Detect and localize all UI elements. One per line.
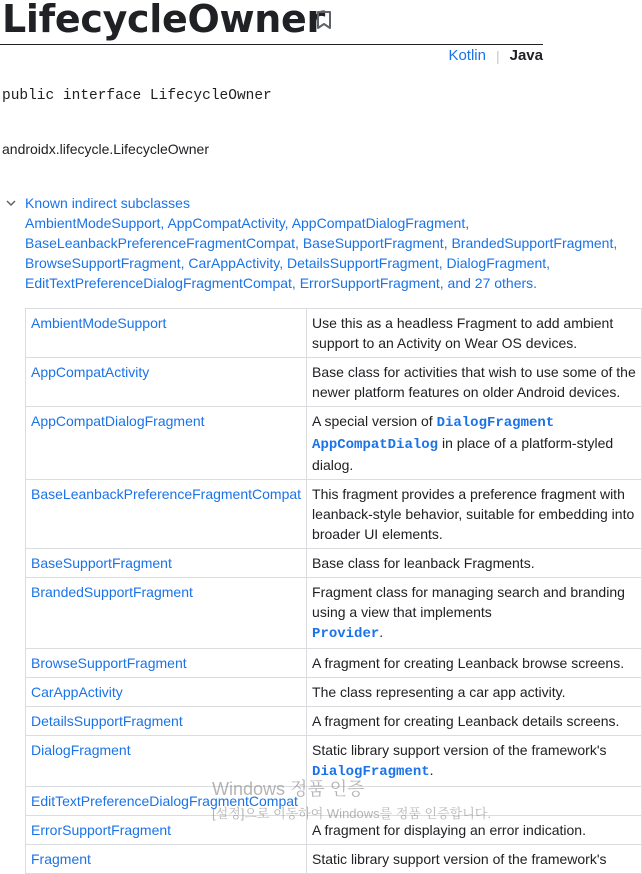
subclass-link[interactable]: DetailsSupportFragment: [286, 255, 439, 271]
table-row: [26, 736, 642, 787]
more-subclasses-link[interactable]: and 27 others.: [447, 275, 538, 291]
class-name-cell: [26, 480, 307, 549]
class-link[interactable]: Fragment: [31, 851, 91, 867]
table-row: [26, 358, 642, 407]
class-link[interactable]: DetailsSupportFragment: [31, 713, 183, 729]
class-link[interactable]: BaseLeanbackPreferenceFragmentCompat: [31, 486, 302, 502]
table-row: [26, 707, 642, 736]
class-description-cell: [307, 480, 642, 549]
class-description-cell: [307, 578, 642, 649]
subclass-link[interactable]: EditTextPreferenceDialogFragmentCompat: [25, 275, 292, 291]
description-line: This fragment provides a preference fragment with: [312, 486, 625, 502]
class-name-cell: [26, 407, 307, 480]
description-line: newer platform features on older Android devices.: [312, 384, 621, 400]
description-line: Static library support version of the framework's: [312, 851, 607, 867]
table-row: [26, 816, 642, 845]
subclass-link[interactable]: ErrorSupportFragment: [299, 275, 440, 291]
class-description-cell: [307, 787, 642, 816]
bookmark-icon[interactable]: [315, 10, 333, 30]
class-description-cell: [307, 816, 642, 845]
description-line: using a view that implements: [312, 604, 492, 620]
code-link[interactable]: DialogFragment: [312, 764, 430, 780]
subclass-line-2: BaseLeanbackPreferenceFragmentCompat, BaseSupportFragment, BrandedSupportFragment,: [25, 235, 618, 251]
subclass-line-4: EditTextPreferenceDialogFragmentCompat, ErrorSupportFragment, and 27 others.: [25, 275, 538, 291]
class-link[interactable]: EditTextPreferenceDialogFragmentCompat: [31, 793, 298, 809]
class-name-cell: [26, 707, 307, 736]
description-line: Static library support version of the framework's: [312, 742, 607, 758]
class-link[interactable]: AmbientModeSupport: [31, 315, 167, 331]
class-name-cell: [26, 358, 307, 407]
subclasses-toggle[interactable]: [5, 193, 577, 213]
class-link[interactable]: DialogFragment: [31, 742, 131, 758]
description-line: support to an Activity on Wear OS devices.: [312, 335, 578, 351]
kotlin-tab[interactable]: Kotlin: [448, 47, 486, 64]
class-description-cell: [307, 549, 642, 578]
code-link[interactable]: AppCompatDialog: [312, 437, 439, 453]
table-row: [26, 309, 642, 358]
table-row: [26, 787, 642, 816]
subclass-link[interactable]: AmbientModeSupport: [25, 215, 161, 231]
class-description-cell: [307, 736, 642, 787]
class-name-cell: [26, 845, 307, 874]
class-description-cell: [307, 649, 642, 678]
class-link[interactable]: CarAppActivity: [31, 684, 123, 700]
class-description-cell: [307, 407, 642, 480]
class-description-cell: [307, 707, 642, 736]
subclass-link[interactable]: AppCompatActivity: [167, 215, 285, 231]
language-switcher: [448, 47, 543, 64]
class-description-cell: [307, 358, 642, 407]
subclass-link[interactable]: DialogFragment: [446, 255, 547, 271]
description-line: Base class for activities that wish to use some of the: [312, 364, 636, 380]
subclass-link[interactable]: BaseSupportFragment: [302, 235, 444, 251]
interface-signature: public interface LifecycleOwner: [2, 88, 272, 104]
class-link[interactable]: BrandedSupportFragment: [31, 584, 193, 600]
page-title: LifecycleOwner: [2, 0, 325, 41]
table-row: [26, 678, 642, 707]
watermark-subtitle: [설정]으로 이동하여 Windows를 정품 인증합니다.: [212, 806, 491, 821]
description-line: Fragment class for managing search and branding: [312, 584, 625, 600]
code-link[interactable]: Provider: [312, 626, 380, 642]
subclass-link[interactable]: BrandedSupportFragment: [451, 235, 614, 251]
class-name-cell: [26, 736, 307, 787]
class-name-cell: [26, 549, 307, 578]
class-description-cell: [307, 845, 642, 874]
subclass-link[interactable]: BrowseSupportFragment: [25, 255, 181, 271]
known-subclasses-section: [5, 193, 618, 293]
description-line: broader UI elements.: [312, 526, 443, 542]
table-row: [26, 549, 642, 578]
class-link[interactable]: ErrorSupportFragment: [31, 822, 172, 838]
class-link[interactable]: BrowseSupportFragment: [31, 655, 187, 671]
table-row: [26, 480, 642, 549]
language-separator: |: [495, 47, 500, 64]
description-text: A special version of: [312, 413, 437, 429]
subclass-line-3: BrowseSupportFragment, CarAppActivity, DetailsSupportFragment, DialogFragment,: [25, 255, 551, 271]
class-description-cell: [307, 309, 642, 358]
description-line: leanback-style behavior, suitable for embedding into: [312, 506, 635, 522]
description-line: A fragment for displaying an error indication.: [312, 822, 586, 838]
description-text: in place of a platform-styled: [438, 435, 614, 451]
class-name-cell: [26, 649, 307, 678]
subclasses-toggle-label: Known indirect subclasses: [25, 195, 190, 211]
class-link[interactable]: AppCompatDialogFragment: [31, 413, 205, 429]
class-name-cell: [26, 309, 307, 358]
description-line: A fragment for creating Leanback browse screens.: [312, 655, 625, 671]
table-row: [26, 578, 642, 649]
description-text: dialog.: [312, 457, 354, 473]
table-row: [26, 845, 642, 874]
subclass-line-1: AmbientModeSupport, AppCompatActivity, AppCompatDialogFragment,: [25, 215, 470, 231]
subclass-link[interactable]: BaseLeanbackPreferenceFragmentCompat: [25, 235, 296, 251]
table-row: [26, 407, 642, 480]
description-line: Use this as a headless Fragment to add ambient: [312, 315, 614, 331]
fully-qualified-name: androidx.lifecycle.LifecycleOwner: [2, 141, 209, 157]
subclass-link[interactable]: CarAppActivity: [188, 255, 280, 271]
class-description-cell: [307, 678, 642, 707]
watermark-title: Windows 정품 인증: [212, 779, 365, 799]
class-name-cell: [26, 787, 307, 816]
class-name-cell: [26, 578, 307, 649]
description-line: A fragment for creating Leanback details screens.: [312, 713, 620, 729]
table-row: [26, 649, 642, 678]
description-text: .: [379, 624, 384, 640]
java-tab[interactable]: Java: [509, 47, 543, 64]
description-line: Base class for leanback Fragments.: [312, 555, 535, 571]
description-text: .: [429, 762, 434, 778]
subclass-link[interactable]: AppCompatDialogFragment: [291, 215, 466, 231]
class-link[interactable]: BaseSupportFragment: [31, 555, 172, 571]
page-header: [0, 0, 543, 45]
class-link[interactable]: AppCompatActivity: [31, 364, 150, 380]
subclass-table-container: [25, 308, 636, 874]
subclass-table: [25, 308, 642, 874]
class-name-cell: [26, 678, 307, 707]
description-line: The class representing a car app activity.: [312, 684, 566, 700]
subclass-list: [5, 213, 618, 293]
class-name-cell: [26, 816, 307, 845]
chevron-down-icon: [5, 197, 17, 209]
code-link[interactable]: DialogFragment: [436, 415, 555, 431]
